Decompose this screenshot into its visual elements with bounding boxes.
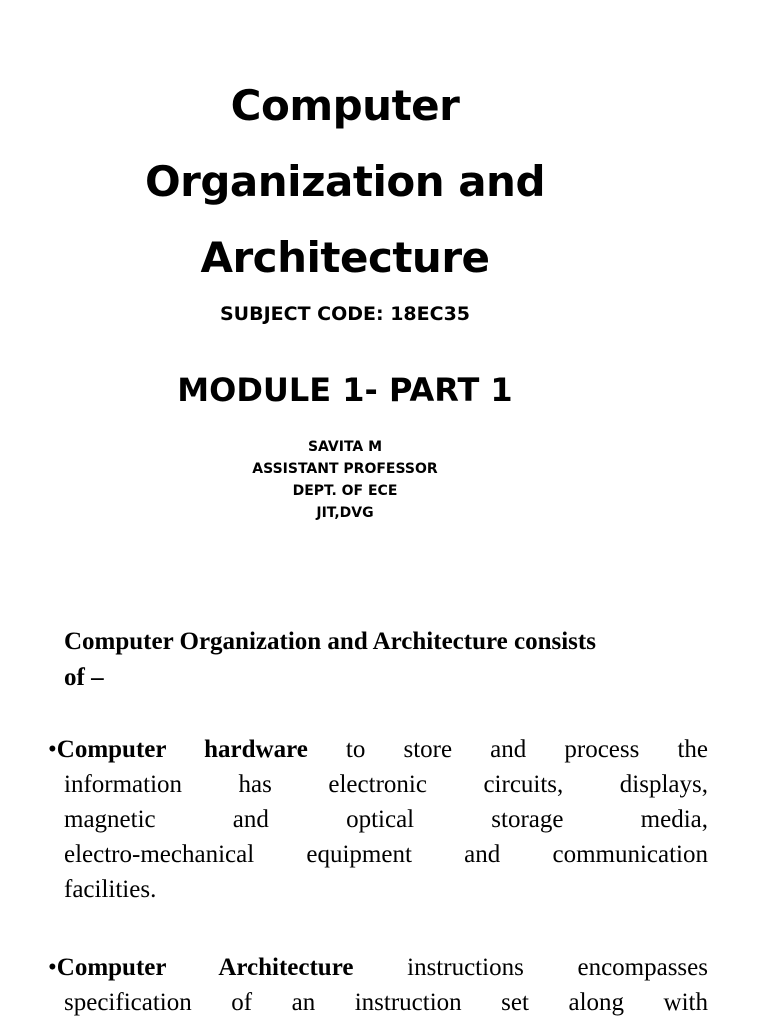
- bullet-architecture: [48, 950, 708, 1020]
- subject-code: SUBJECT CODE: 18EC35: [219, 303, 471, 325]
- bullet-hardware: [48, 732, 708, 907]
- bullet-first-line: [48, 950, 708, 985]
- bullet-icon: •: [48, 954, 57, 981]
- bullet-line: information has electronic circuits, displays,: [64, 771, 708, 798]
- author-designation: ASSISTANT PROFESSOR: [252, 461, 438, 477]
- title-line: Organization and: [144, 157, 546, 206]
- title-line: Computer: [230, 81, 460, 130]
- author-block: [60, 436, 630, 524]
- section-heading: [64, 624, 712, 696]
- bullet-line: specification of an instruction set along with: [64, 989, 708, 1016]
- bullet-icon: •: [48, 736, 57, 763]
- author-department: DEPT. OF ECE: [292, 483, 398, 499]
- document-title: [60, 68, 630, 296]
- bullet-lead: Computer Architecture: [56, 954, 354, 981]
- bullet-lead: Computer hardware: [56, 736, 308, 763]
- bullet-text: to store and process the: [307, 736, 709, 763]
- bullet-line: facilities.: [64, 876, 157, 903]
- heading-line: of –: [64, 664, 104, 691]
- bullet-text: instructions encompasses: [353, 954, 708, 981]
- heading-line: Computer Organization and Architecture consists: [64, 628, 596, 655]
- author-institution: JIT,DVG: [316, 505, 374, 521]
- bullet-line: magnetic and optical storage media,: [64, 806, 708, 833]
- bullet-line: electro-mechanical equipment and communication: [64, 841, 708, 868]
- content-slide: [0, 580, 768, 1024]
- module-title: MODULE 1- PART 1: [177, 371, 513, 409]
- bullet-first-line: [48, 732, 708, 767]
- author-name: SAVITA M: [307, 439, 383, 455]
- title-line: Architecture: [200, 233, 490, 282]
